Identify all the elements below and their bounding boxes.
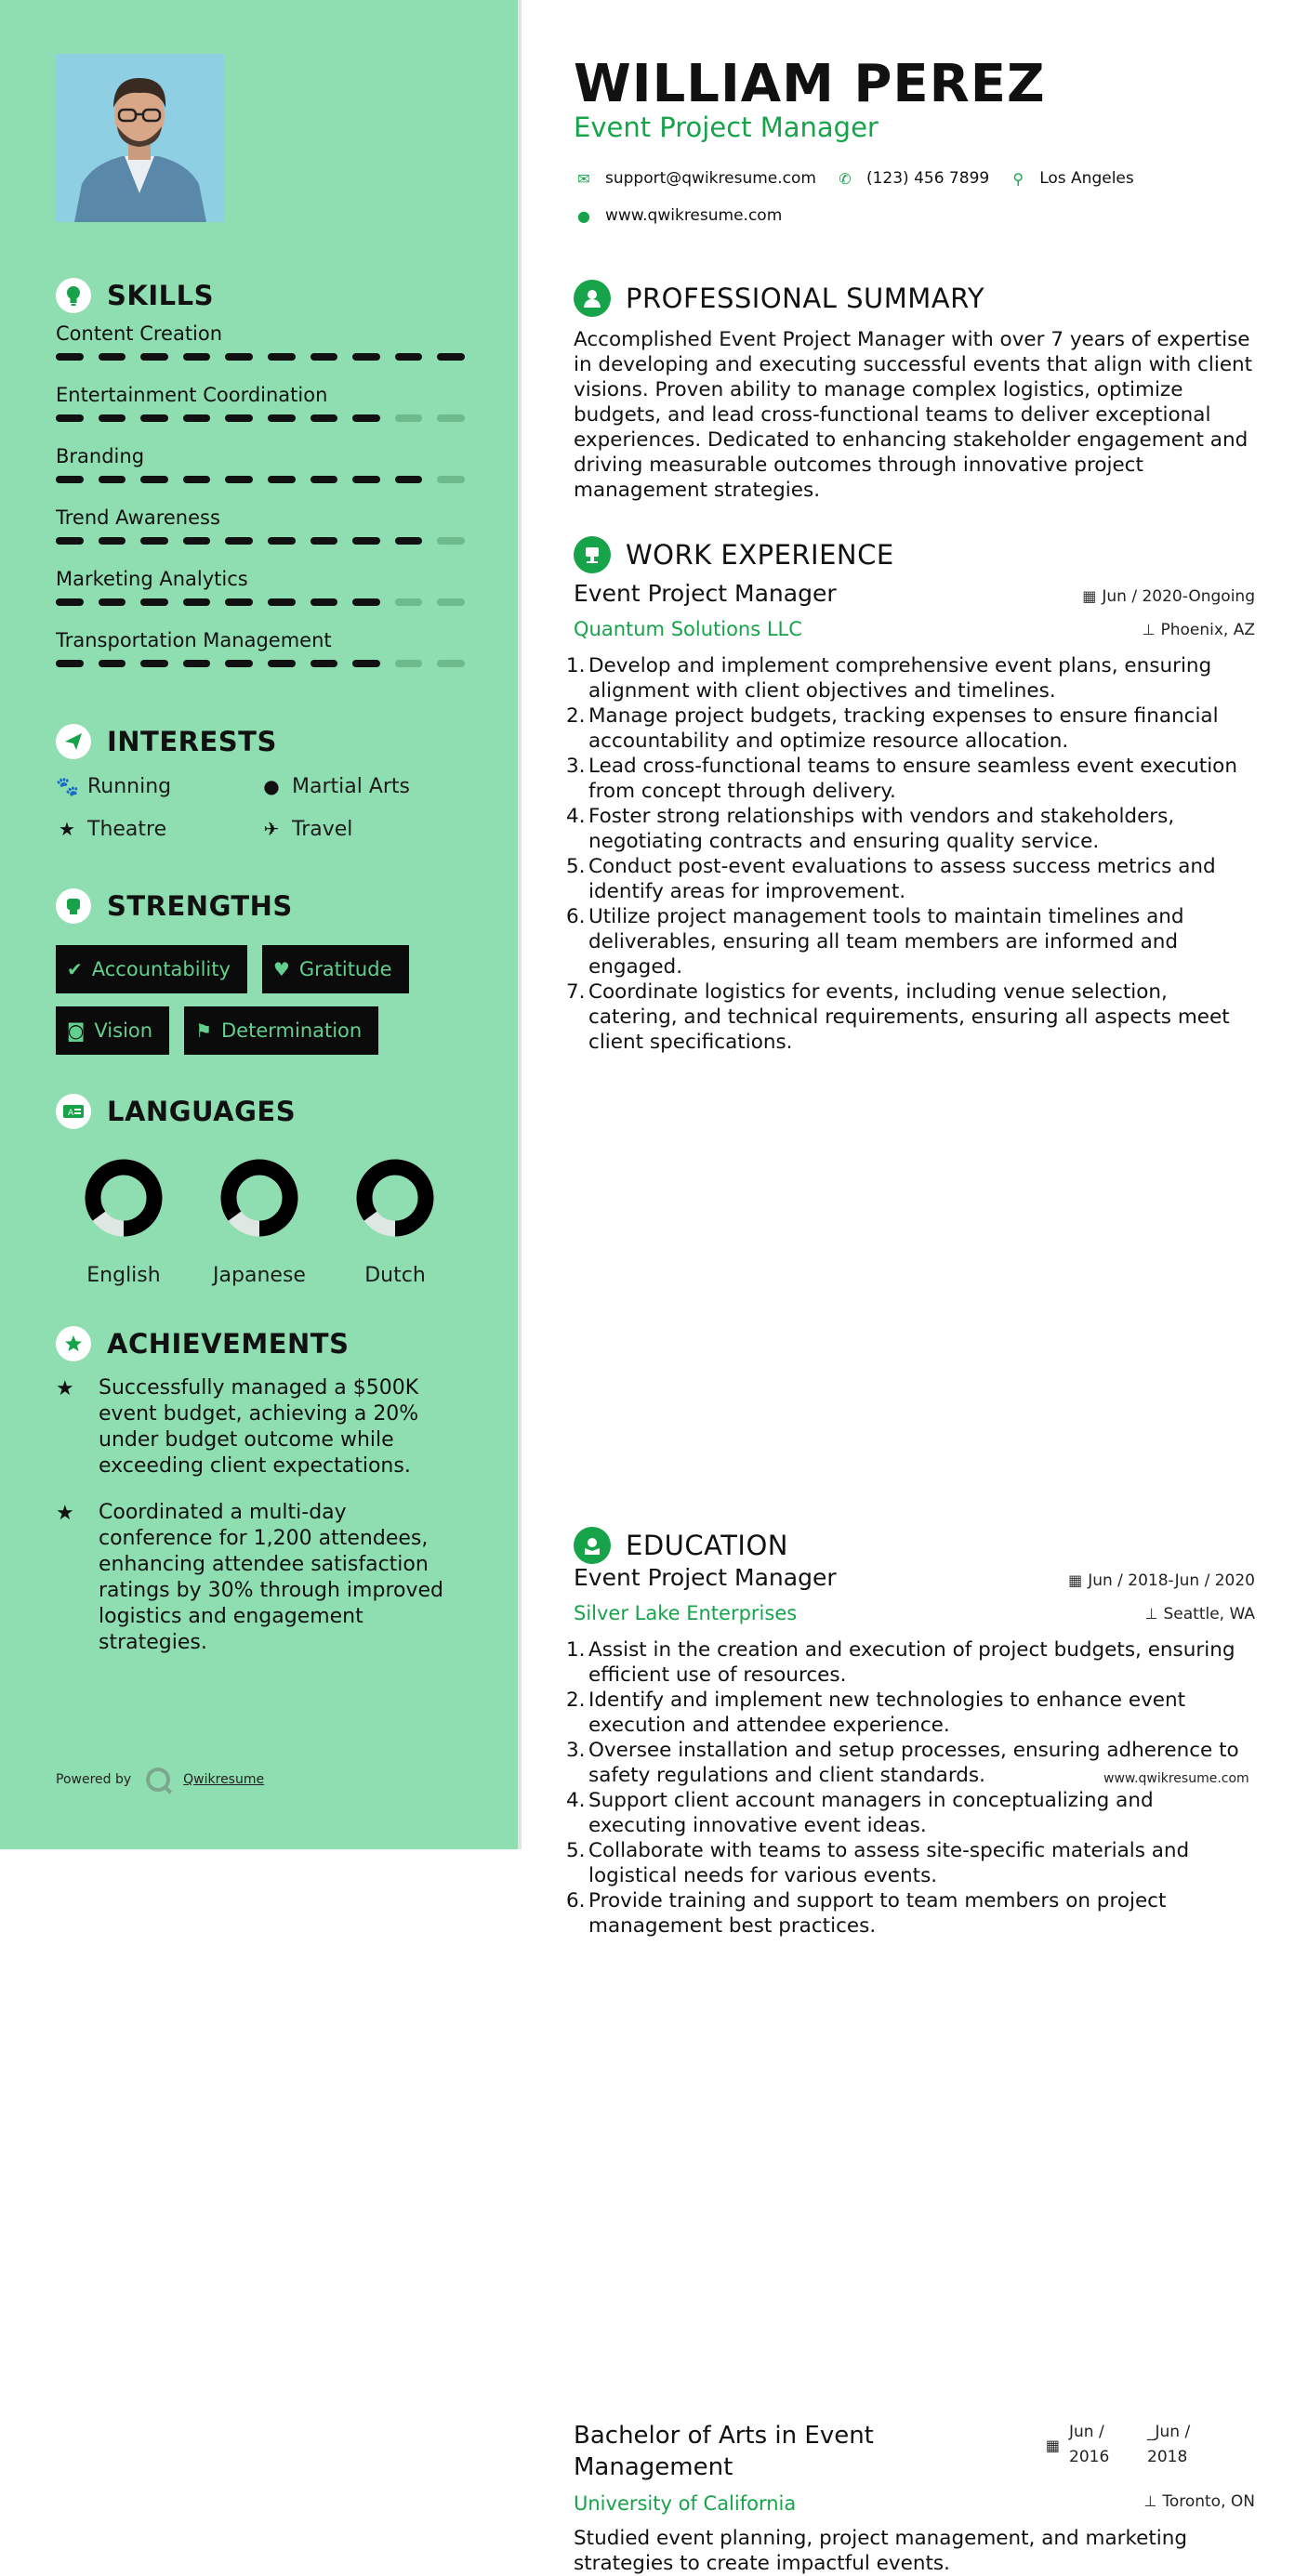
task-item — [566, 1788, 1255, 1838]
job-company: Quantum Solutions LLC — [574, 618, 802, 640]
task-text: Support client account managers in conceptualizing and executing innovative event ideas. — [588, 1789, 1154, 1837]
skill-meter-segment — [352, 598, 380, 606]
job-meta: ▦ Jun / 2020-Ongoing ⊥ Phoenix, AZ — [1082, 587, 1255, 639]
skill-meter-segment — [99, 537, 126, 545]
task-number: 1. — [566, 1638, 586, 1662]
skill-meter-segment — [437, 660, 465, 667]
skill-meter-segment — [310, 353, 338, 361]
language-item — [56, 1156, 192, 1287]
skill-meter-segment — [268, 598, 296, 606]
shooting-star-icon: ★ — [56, 1377, 74, 1400]
task-item — [566, 804, 1255, 854]
skill-meter-segment — [352, 353, 380, 361]
skill-meter — [56, 414, 465, 422]
task-item — [566, 1637, 1255, 1688]
interests-heading: INTERESTS — [56, 723, 465, 760]
skill-meter-segment — [268, 353, 296, 361]
skill-meter-segment — [99, 476, 126, 483]
job-entry — [566, 1564, 1255, 1939]
skill-meter — [56, 537, 465, 545]
skill-label: Marketing Analytics — [56, 568, 248, 590]
profile-photo — [56, 54, 224, 222]
skill-meter-segment — [310, 660, 338, 667]
skill-meter-segment — [183, 537, 211, 545]
language-label: Japanese — [213, 1264, 306, 1287]
degree-title: Bachelor of Arts in Event Management — [574, 2422, 874, 2481]
skill-meter — [56, 598, 465, 606]
task-number: 3. — [566, 755, 586, 778]
language-item — [192, 1156, 327, 1287]
phone-icon: ✆ — [839, 169, 852, 188]
heart-icon: ♥ — [272, 958, 290, 980]
job-entry — [566, 580, 1255, 1055]
calendar-icon: ▦ — [1068, 1571, 1083, 1589]
language-label: Dutch — [364, 1264, 426, 1287]
fist-icon — [56, 888, 91, 924]
task-item — [566, 904, 1255, 979]
education-section — [574, 1526, 1255, 1565]
sidebar — [0, 0, 518, 1849]
language-level-ring — [82, 1156, 165, 1240]
skill-meter — [56, 353, 465, 361]
contact-website[interactable]: ● www.qwikresume.com — [574, 206, 782, 225]
languages-list — [56, 1156, 465, 1287]
lightbulb-icon — [56, 278, 91, 313]
interests-list — [56, 771, 465, 844]
skills-section — [56, 277, 465, 686]
summary-section — [574, 279, 1255, 503]
skill-meter-segment — [437, 414, 465, 422]
school-name: University of California — [574, 2492, 797, 2515]
main-content — [566, 0, 1255, 2575]
paw-icon: 🐾 — [56, 775, 79, 797]
task-item — [566, 1838, 1255, 1888]
language-card-icon — [56, 1094, 91, 1129]
skill-meter-segment — [183, 598, 211, 606]
svg-text:A: A — [68, 1109, 74, 1118]
skill-meter — [56, 660, 465, 667]
pin-icon: ⊥ — [1143, 2492, 1157, 2510]
skill-meter-segment — [310, 598, 338, 606]
calendar-icon: ▦ — [1082, 587, 1097, 605]
task-text: Identify and implement new technologies to enhance event execution and attendee experience. — [588, 1689, 1186, 1737]
education-entry — [574, 2420, 1255, 2576]
skill-meter-segment — [437, 598, 465, 606]
pin-icon: ⊥ — [1142, 621, 1156, 638]
task-text: Develop and implement comprehensive event plans, ensuring alignment with client objectives and timelines. — [588, 654, 1212, 703]
strengths-section — [56, 887, 465, 1055]
skill-label: Content Creation — [56, 322, 223, 345]
graduation-icon — [574, 1527, 611, 1564]
job-tasks — [566, 653, 1255, 1055]
language-item — [327, 1156, 463, 1287]
qwikresume-logo-icon — [146, 1768, 170, 1792]
achievements-section — [56, 1325, 465, 1676]
skill-meter-segment — [56, 598, 84, 606]
education-dates: ▦ Jun / 2016 _Jun / 2018 — [1046, 2420, 1212, 2470]
skill-meter-segment — [310, 414, 338, 422]
skill-meter-segment — [437, 537, 465, 545]
sidebar-divider — [518, 0, 522, 1849]
task-item — [566, 703, 1255, 754]
powered-by: Powered by Qwikresume — [56, 1768, 264, 1792]
skills-list — [56, 318, 465, 686]
experience-heading: WORK EXPERIENCE — [574, 535, 1255, 574]
globe-icon: ● — [577, 206, 590, 225]
star-icon: ★ — [59, 818, 75, 840]
skill-meter-segment — [352, 414, 380, 422]
star-badge-icon — [56, 1326, 91, 1361]
education-heading: EDUCATION — [574, 1526, 1255, 1565]
task-text: Assist in the creation and execution of project budgets, ensuring efficient use of resources. — [588, 1638, 1235, 1687]
task-item — [566, 979, 1255, 1055]
achievements-list — [56, 1375, 465, 1656]
strength-chip: ⚑ Determination — [184, 1006, 378, 1055]
skill-meter-segment — [140, 353, 168, 361]
paper-plane-icon — [56, 724, 91, 759]
task-number: 5. — [566, 855, 586, 878]
strengths-list — [56, 945, 465, 1055]
briefcase-icon — [574, 536, 611, 573]
task-number: 2. — [566, 704, 586, 728]
job-meta: ▦ Jun / 2018-Jun / 2020 ⊥ Seattle, WA — [1068, 1571, 1255, 1623]
task-text: Manage project budgets, tracking expenses to ensure financial accountability and optimize resource allocation. — [588, 704, 1219, 753]
calendar-icon: ▦ — [1045, 2437, 1060, 2454]
contact-location: ⚲ Los Angeles — [1008, 169, 1134, 188]
skill-meter-segment — [99, 660, 126, 667]
skill-meter-segment — [268, 537, 296, 545]
task-text: Provide training and support to team members on project management best practices. — [588, 1889, 1167, 1938]
task-item — [566, 854, 1255, 904]
skill-meter-segment — [99, 353, 126, 361]
skill-meter-segment — [56, 660, 84, 667]
binoculars-icon: ◙ — [67, 1019, 86, 1042]
skill-meter-segment — [56, 414, 84, 422]
contact-phone[interactable]: ✆ (123) 456 7899 — [835, 169, 989, 188]
plane-icon: ✈ — [263, 818, 280, 840]
interests-section — [56, 723, 465, 844]
interest-item: ★ Theatre — [56, 814, 260, 844]
skill-meter-segment — [183, 660, 211, 667]
skill-meter-segment — [395, 476, 423, 483]
task-item — [566, 653, 1255, 703]
task-number: 2. — [566, 1689, 586, 1712]
interest-item: ✈ Travel — [260, 814, 465, 844]
achievement-item: ★ Coordinated a multi-day conference for 1,200 attendees, enhancing attendee satisfaction ratings by 30% through improved logistics and engagement strategies. — [56, 1501, 443, 1654]
contact-email[interactable]: ✉ support@qwikresume.com — [574, 169, 816, 188]
interest-item: 🐾 Running — [56, 774, 172, 798]
summary-text: Accomplished Event Project Manager with over 7 years of expertise in developing and executing successful events that align with client visions. Proven ability to manage complex logistics, optimize budgets, and lead cross-functional teams to deliver exceptional experiences. Dedicated to enhancing stakeholder engagement and driving measurable outcomes through innovative project management strategies. — [574, 328, 1253, 502]
skill-meter-segment — [352, 537, 380, 545]
skill-meter-segment — [183, 414, 211, 422]
task-number: 6. — [566, 905, 586, 928]
task-number: 4. — [566, 1789, 586, 1812]
task-number: 5. — [566, 1839, 586, 1862]
skill-meter-segment — [352, 476, 380, 483]
skill-meter-segment — [225, 598, 253, 606]
skill-meter-segment — [99, 598, 126, 606]
task-number: 3. — [566, 1739, 586, 1762]
skill-meter-segment — [437, 476, 465, 483]
flag-icon: ⚑ — [195, 1019, 213, 1042]
skill-item — [56, 440, 465, 502]
skill-label: Trend Awareness — [56, 506, 220, 529]
task-item — [566, 754, 1255, 804]
task-number: 6. — [566, 1889, 586, 1912]
languages-section — [56, 1093, 465, 1287]
skill-meter-segment — [395, 537, 423, 545]
task-text: Foster strong relationships with vendors and stakeholders, negotiating contracts and ensuring quality service. — [588, 805, 1175, 853]
task-text: Conduct post-event evaluations to assess success metrics and identify areas for improvement. — [588, 855, 1216, 903]
skill-meter-segment — [395, 353, 423, 361]
skill-item — [56, 624, 465, 686]
skill-item — [56, 379, 465, 440]
skill-meter-segment — [225, 476, 253, 483]
task-number: 4. — [566, 805, 586, 828]
education-description: Studied event planning, project management, and marketing strategies to create impactful events. — [574, 2527, 1188, 2575]
skill-item — [56, 563, 465, 624]
pin-icon: ⊥ — [1144, 1605, 1158, 1623]
task-text: Lead cross-functional teams to ensure seamless event execution from concept through delivery. — [588, 755, 1237, 803]
skills-heading: SKILLS — [56, 277, 465, 314]
task-text: Collaborate with teams to assess site-specific materials and logistical needs for various events. — [588, 1839, 1190, 1887]
strengths-heading: STRENGTHS — [56, 887, 465, 925]
skill-meter-segment — [268, 660, 296, 667]
user-icon — [574, 280, 611, 317]
skill-meter-segment — [395, 660, 423, 667]
candidate-name: WILLIAM PEREZ — [574, 54, 1046, 114]
candidate-title: Event Project Manager — [574, 112, 879, 143]
skill-meter-segment — [183, 476, 211, 483]
map-pin-icon: ⚲ — [1012, 169, 1024, 188]
strength-chip: ♥ Gratitude — [262, 945, 409, 993]
brand-link[interactable]: Qwikresume — [183, 1772, 265, 1787]
task-text: Coordinate logistics for events, including venue selection, catering, and technical requirements, ensuring all aspects meet client specifications. — [588, 980, 1230, 1054]
experience-section — [574, 535, 1255, 574]
job-company: Silver Lake Enterprises — [574, 1602, 798, 1624]
skill-meter-segment — [225, 537, 253, 545]
skill-meter-segment — [56, 537, 84, 545]
task-text: Utilize project management tools to maintain timelines and deliverables, ensuring all team members are informed and engaged. — [588, 905, 1184, 979]
skill-meter-segment — [268, 476, 296, 483]
skill-meter-segment — [268, 414, 296, 422]
summary-heading: PROFESSIONAL SUMMARY — [574, 279, 1255, 318]
job-title: Event Project Manager — [574, 1564, 837, 1591]
skill-meter-segment — [140, 660, 168, 667]
skill-meter-segment — [310, 537, 338, 545]
task-item — [566, 1688, 1255, 1738]
skill-meter — [56, 476, 465, 483]
strength-chip: ◙ Vision — [56, 1006, 169, 1055]
achievement-item: ★ Successfully managed a $500K event budget, achieving a 20% under budget outcome while exceeding client expectations. — [56, 1376, 419, 1478]
footer-url[interactable]: www.qwikresume.com — [1103, 1771, 1249, 1786]
envelope-icon: ✉ — [577, 169, 590, 188]
contact-info — [574, 165, 1153, 240]
skill-meter-segment — [395, 598, 423, 606]
skill-meter-segment — [310, 476, 338, 483]
job-tasks — [566, 1637, 1255, 1939]
skill-label: Branding — [56, 445, 145, 467]
skill-meter-segment — [99, 414, 126, 422]
task-text: Oversee installation and setup processes, ensuring adherence to safety regulations and client standards. — [588, 1739, 1239, 1787]
skill-meter-segment — [140, 414, 168, 422]
skill-label: Transportation Management — [56, 629, 332, 651]
skill-meter-segment — [56, 353, 84, 361]
skill-meter-segment — [140, 537, 168, 545]
shooting-star-icon: ★ — [56, 1502, 74, 1525]
globe-icon: ● — [263, 775, 280, 797]
skill-meter-segment — [437, 353, 465, 361]
strength-chip: ✔ Accountability — [56, 945, 247, 993]
check-circle-icon: ✔ — [67, 958, 83, 980]
language-level-ring — [353, 1156, 437, 1240]
skill-meter-segment — [140, 476, 168, 483]
skill-label: Entertainment Coordination — [56, 384, 328, 406]
languages-heading: A LANGUAGES — [56, 1093, 465, 1130]
skill-meter-segment — [183, 353, 211, 361]
skill-meter-segment — [352, 660, 380, 667]
task-number: 7. — [566, 980, 586, 1004]
skill-meter-segment — [225, 660, 253, 667]
education-location: ⊥ Toronto, ON — [1143, 2492, 1255, 2511]
language-level-ring — [218, 1156, 301, 1240]
job-title: Event Project Manager — [574, 580, 837, 607]
skill-item — [56, 318, 465, 379]
task-number: 1. — [566, 654, 586, 677]
skill-meter-segment — [225, 353, 253, 361]
task-item — [566, 1888, 1255, 1939]
achievements-heading: ACHIEVEMENTS — [56, 1325, 465, 1362]
skill-meter-segment — [225, 414, 253, 422]
language-label: English — [86, 1264, 161, 1287]
skill-meter-segment — [395, 414, 423, 422]
skill-meter-segment — [140, 598, 168, 606]
skill-meter-segment — [56, 476, 84, 483]
interest-item: ● Martial Arts — [260, 771, 465, 801]
skill-item — [56, 502, 465, 563]
